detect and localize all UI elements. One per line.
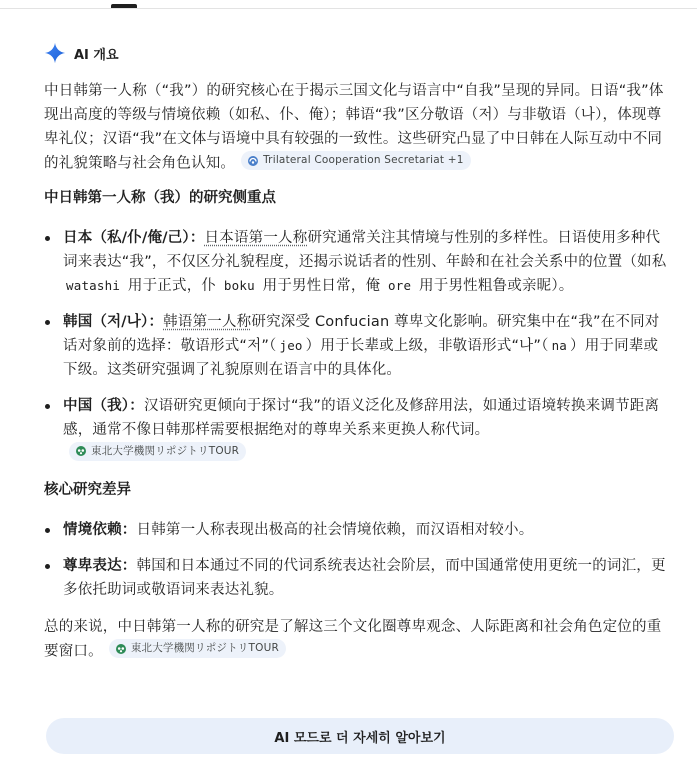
list-item-title: 韩国（저/나）： xyxy=(63,313,164,330)
tohoku-favicon-icon xyxy=(115,643,127,655)
conclusion-paragraph xyxy=(44,615,672,664)
differences-list xyxy=(44,518,672,602)
ai-overview-panel xyxy=(44,40,672,664)
romaji-boku: boku xyxy=(223,277,255,293)
list-item-text: 用于男性粗鲁或亲昵）。 xyxy=(414,277,574,294)
source-chip-label: 東北大学機関リポジトリTOUR xyxy=(130,642,279,654)
intro-text: 中日韩第一人称（“我”）的研究核心在于揭示三国文化与语言中“自我”呈现的异同。日语“我”体现出高度的等级与情境依赖（如私、仆、俺）；韩语“我”区分敬语（저）与非敬语（나），体现尊卑礼仪；汉语“我”在文体与语境中具有较强的一致性。这些研究凸显了中日韩在人际互动中不同的礼貌策略与社会角色认知。 xyxy=(44,83,664,172)
source-chip-tohoku[interactable] xyxy=(69,442,246,461)
list-item-text: 用于男性日常，俺 xyxy=(257,277,386,294)
list-item-text: 汉语研究更倾向于探讨“我”的语义泛化及修辞用法，如通过语境转换来调节距离感，通常不像日韩那样需要根据绝对的尊卑关系来更换人称代词。 xyxy=(63,397,660,438)
term-link-japanese-first-person[interactable]: 日本语第一人称 xyxy=(204,229,308,246)
focus-list xyxy=(44,226,672,467)
list-item-text: 韩国和日本通过不同的代词系统表达社会阶层，而中国通常使用更统一的词汇，更多依托助词或敬语词来表达礼貌。 xyxy=(63,558,666,598)
tohoku-favicon-icon xyxy=(75,445,87,457)
source-chip-tohoku[interactable] xyxy=(109,639,286,658)
ai-overview-title: AI 개요 xyxy=(74,47,119,63)
intro-paragraph xyxy=(44,79,672,176)
list-item-text: ）用于同辈或下级。这类研究强调了礼貌原则在语言中的具体化。 xyxy=(63,337,659,378)
list-item-korea xyxy=(44,310,672,382)
list-item-title: 情境依赖： xyxy=(63,522,137,538)
list-item-china xyxy=(44,394,672,467)
top-divider xyxy=(0,0,697,9)
ai-mode-more-button[interactable] xyxy=(46,718,674,754)
list-item-title: 日本（私/仆/俺/己）： xyxy=(63,229,205,246)
list-item-honorific-expression xyxy=(44,554,672,602)
list-item-text: 用于正式，仆 xyxy=(123,277,221,294)
gemini-sparkle-icon xyxy=(44,42,66,64)
source-chip-label: 東北大学機関リポジトリTOUR xyxy=(91,444,240,457)
ai-mode-more-label: AI 모드로 더 자세히 알아보기 xyxy=(274,730,446,746)
term-link-korean-first-person[interactable]: 韩语第一人称 xyxy=(163,313,252,330)
list-item-title: 中国（我）： xyxy=(63,397,144,414)
source-chip-label: Trilateral Cooperation Secretariat +1 xyxy=(263,154,464,166)
list-item-text: 研究深受 Confucian 尊卑文化影响。研究集中在“我”在不同对话对象前的选择：敬语形式“저”（ xyxy=(63,313,660,354)
list-item-text: 研究通常关注其情境与性别的多样性。日语使用多种代词来表达“我”，不仅区分礼貌程度，还揭示说话者的性别、年龄和在社会关系中的位置（如私 xyxy=(63,229,667,270)
source-favicon-icon xyxy=(247,155,259,167)
romaji-ore: ore xyxy=(388,277,412,293)
section-heading-differences: 核心研究差异 xyxy=(44,482,131,498)
source-chip-trilateral[interactable] xyxy=(241,151,471,170)
list-item-context-dependence xyxy=(44,518,672,542)
list-item-japan xyxy=(44,226,672,298)
ai-overview-header xyxy=(44,40,672,66)
section-heading-focus: 中日韩第一人称（我）的研究侧重点 xyxy=(44,189,276,206)
list-item-text: ）用于长辈或上级，非敬语形式“나”（ xyxy=(305,337,549,354)
conclusion-text: 总的来说，中日韩第一人称的研究是了解这三个文化圈尊卑观念、人际距离和社会角色定位的重要窗口。 xyxy=(44,619,662,660)
romaji-jeo: jeo xyxy=(279,337,303,353)
list-item-title: 尊卑表达： xyxy=(63,558,137,574)
romaji-watashi: watashi xyxy=(66,277,121,293)
active-tab-indicator xyxy=(111,4,137,8)
romaji-na: na xyxy=(551,337,568,353)
list-item-text: 日韩第一人称表现出极高的社会情境依赖，而汉语相对较小。 xyxy=(136,522,534,538)
